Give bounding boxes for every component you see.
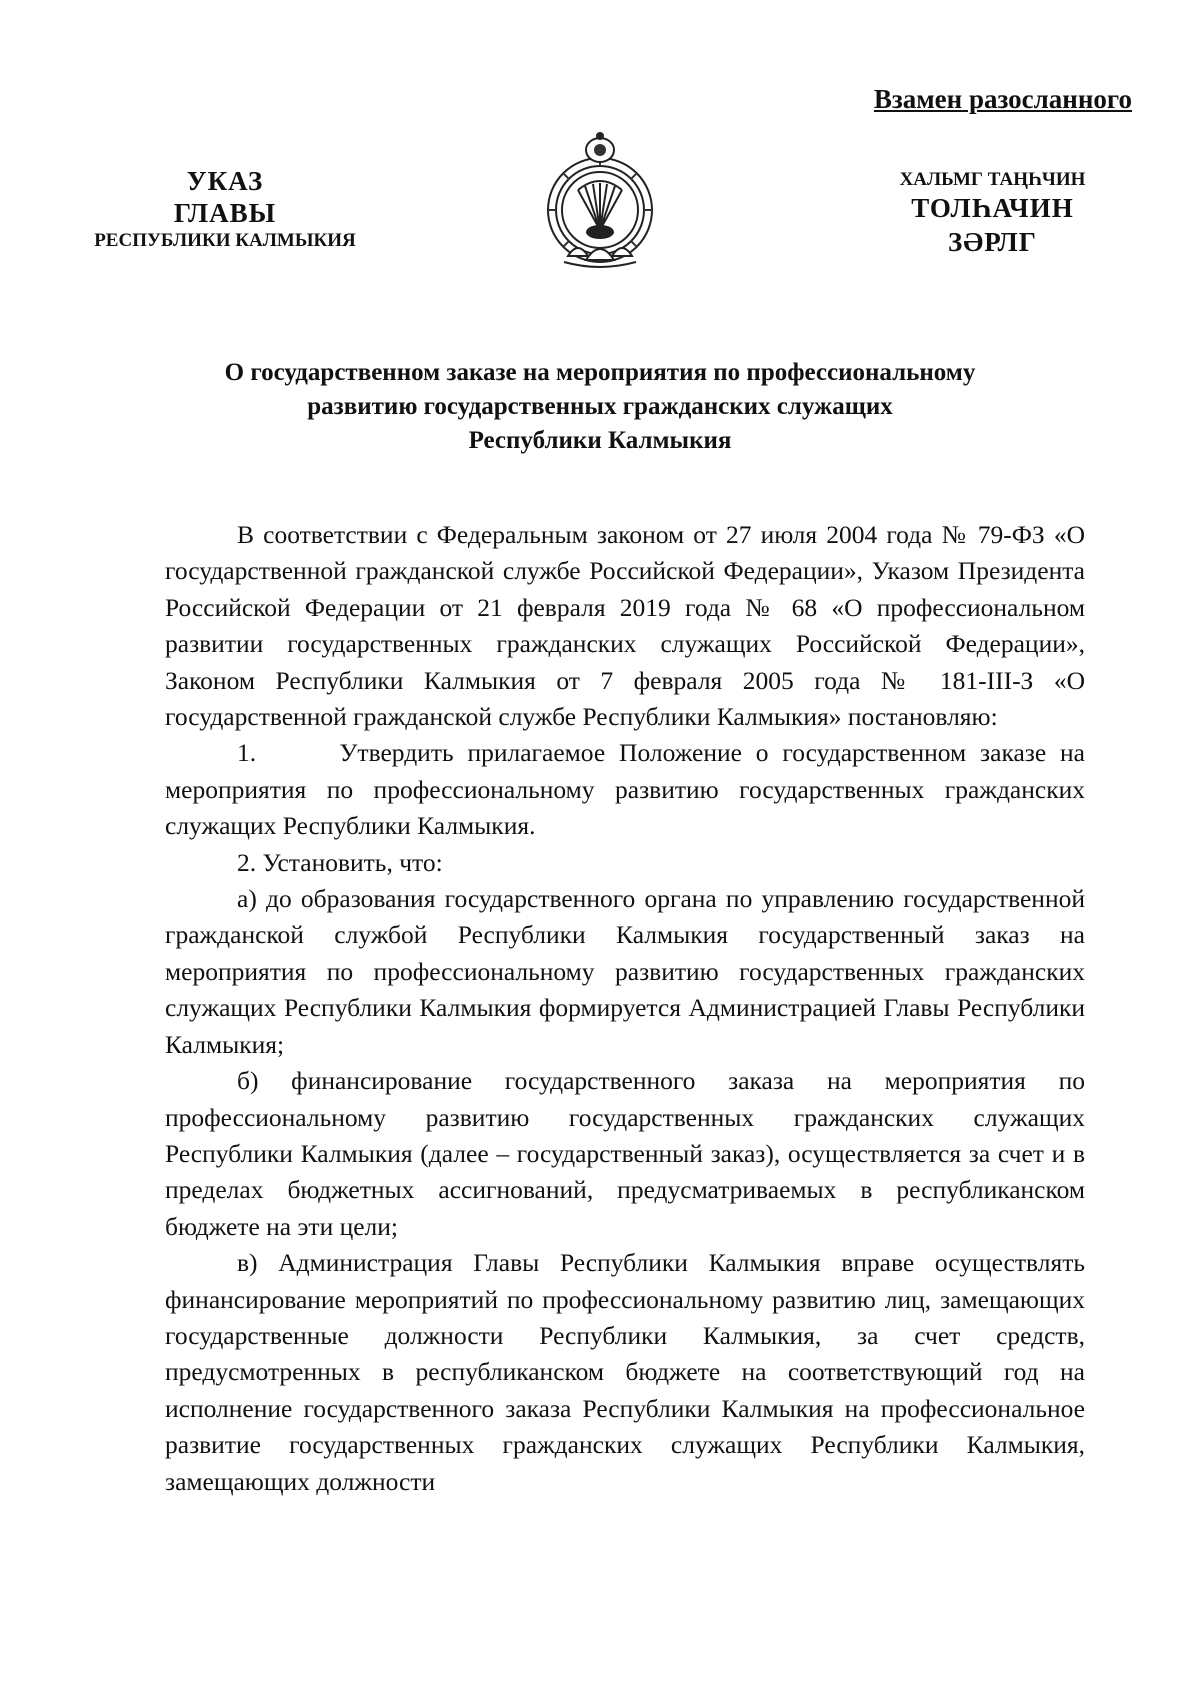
title-line3: Республики Калмыкия bbox=[468, 426, 732, 454]
preamble-paragraph: В соответствии с Федеральным законом от 27 июля 2004 года № 79-ФЗ «О государственной гражданской службе Российской Федерации», Указом Президента Российской Федерации от 21 февраля 2019 года № 68 «О профессиональном развитии государственных гражданских служащих Российской Федерации», Законом Республики Калмыкия от 7 февраля 2005 года № 181-III-З «О государственной гражданской службе Республики Калмыкия» постановляю: bbox=[165, 520, 1085, 732]
title-line1: О государственном заказе на мероприятия по профессиональному bbox=[224, 359, 976, 386]
header-right-line1: ХАЛЬМГ ТАҢҺЧИН bbox=[899, 169, 1086, 190]
decree-title bbox=[160, 356, 1040, 457]
header-left-line2: ГЛАВЫ bbox=[173, 198, 277, 229]
header-left-line1: УКАЗ bbox=[186, 166, 264, 196]
header-right-line3: ЗӘРЛГ bbox=[948, 226, 1037, 257]
item-2a-paragraph: а) до образования государственного органа по управлению государственной гражданской службой Республики Калмыкия государственный заказ на мероприятия по профессиональному развитию государственных гражданских служащих Республики Калмыкия формируется Администрацией Главы Республики Калмыкия; bbox=[165, 884, 1085, 1059]
title-line2: развитию государственных гражданских служащих bbox=[307, 392, 893, 420]
header-right bbox=[845, 168, 1140, 259]
item-2-paragraph: 2. Установить, что: bbox=[237, 847, 443, 877]
item-2b-paragraph: б) финансирование государственного заказа на мероприятия по профессиональному развитию государственных гражданских служащих Республики Калмыкия (далее – государственный заказ), осуществляется за счет и в пределах бюджетных ассигнований, предусматриваемых в республиканском бюджете на эти цели; bbox=[165, 1066, 1085, 1241]
kalmykia-emblem-icon bbox=[538, 128, 662, 278]
item-2c-paragraph: в) Администрация Главы Республики Калмыкия вправе осуществлять финансирование мероприятий по профессиональному развитию лиц, замещающих государственные должности Республики Калмыкия, за счет средств, предусмотренных в республиканском бюджете на соответствующий год на исполнение государственного заказа Республики Калмыкия на профессиональное развитие государственных гражданских служащих Республики Калмыкия, замещающих должности bbox=[165, 1248, 1085, 1496]
header-left bbox=[60, 165, 390, 253]
item-1-paragraph: 1. Утвердить прилагаемое Положение о государственном заказе на мероприятия по профессиональному развитию государственных гражданских служащих Республики Калмыкия. bbox=[165, 738, 1092, 841]
decree-body bbox=[165, 517, 1092, 1500]
header-right-line2: ТОЛҺАЧИН bbox=[911, 192, 1074, 223]
replacement-stamp: Взамен разосланного bbox=[873, 84, 1132, 114]
header-left-line3: РЕСПУБЛИКИ КАЛМЫКИЯ bbox=[94, 229, 356, 251]
